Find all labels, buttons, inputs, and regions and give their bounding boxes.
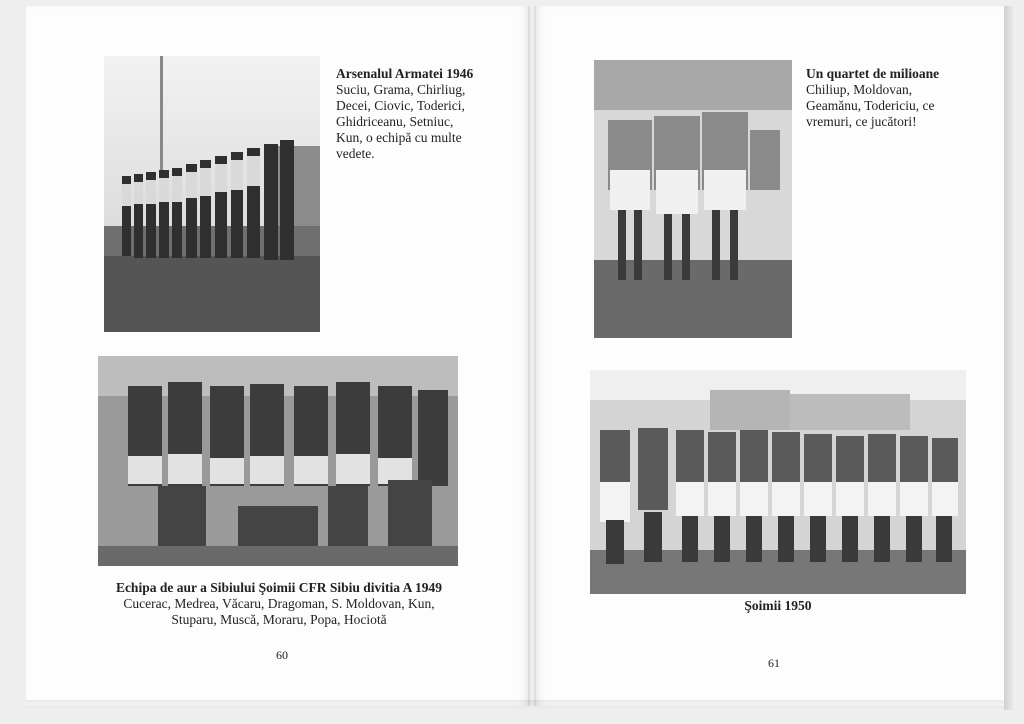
caption-soimii-1950 bbox=[590, 598, 966, 614]
caption-line: Ghidriceanu, Setniuc, bbox=[336, 114, 454, 129]
caption-soimii-cfr-sibiu-1949 bbox=[90, 580, 468, 628]
caption-line: Stuparu, Muscă, Moraru, Popa, Hociotă bbox=[171, 612, 387, 627]
caption-title: Arsenalul Armatei 1946 bbox=[336, 66, 474, 81]
caption-arsenalul-armatei-1946 bbox=[336, 66, 506, 162]
photo-soimii-1950 bbox=[590, 370, 966, 594]
caption-line: vremuri, ce jucători! bbox=[806, 114, 917, 129]
caption-title: Un quartet de milioane bbox=[806, 66, 940, 81]
page-number-left: 60 bbox=[276, 648, 288, 662]
photo-arsenalul-armatei-1946 bbox=[104, 56, 320, 332]
caption-line: Kun, o echipă cu multe bbox=[336, 130, 462, 145]
caption-line: Chiliup, Moldovan, bbox=[806, 82, 913, 97]
photo-soimii-cfr-sibiu-1949 bbox=[98, 356, 458, 566]
page-right-edge bbox=[1004, 6, 1016, 710]
caption-line: Cucerac, Medrea, Văcaru, Dragoman, S. Moldovan, Kun, bbox=[123, 596, 435, 611]
book-spine bbox=[528, 6, 536, 706]
caption-un-quartet-de-milioane bbox=[806, 66, 996, 130]
caption-line: Decei, Ciovic, Toderici, bbox=[336, 98, 465, 113]
caption-line: Suciu, Grama, Chirliug, bbox=[336, 82, 466, 97]
caption-line: vedete. bbox=[336, 146, 375, 161]
page-bottom-shadow bbox=[26, 700, 1004, 710]
caption-line: Geamănu, Todericiu, ce bbox=[806, 98, 935, 113]
caption-title: Echipa de aur a Sibiului Şoimii CFR Sibiu divitia A 1949 bbox=[115, 580, 443, 595]
page-number-right: 61 bbox=[768, 656, 780, 670]
photo-un-quartet-de-milioane bbox=[594, 60, 792, 338]
caption-title: Şoimii 1950 bbox=[744, 598, 812, 613]
